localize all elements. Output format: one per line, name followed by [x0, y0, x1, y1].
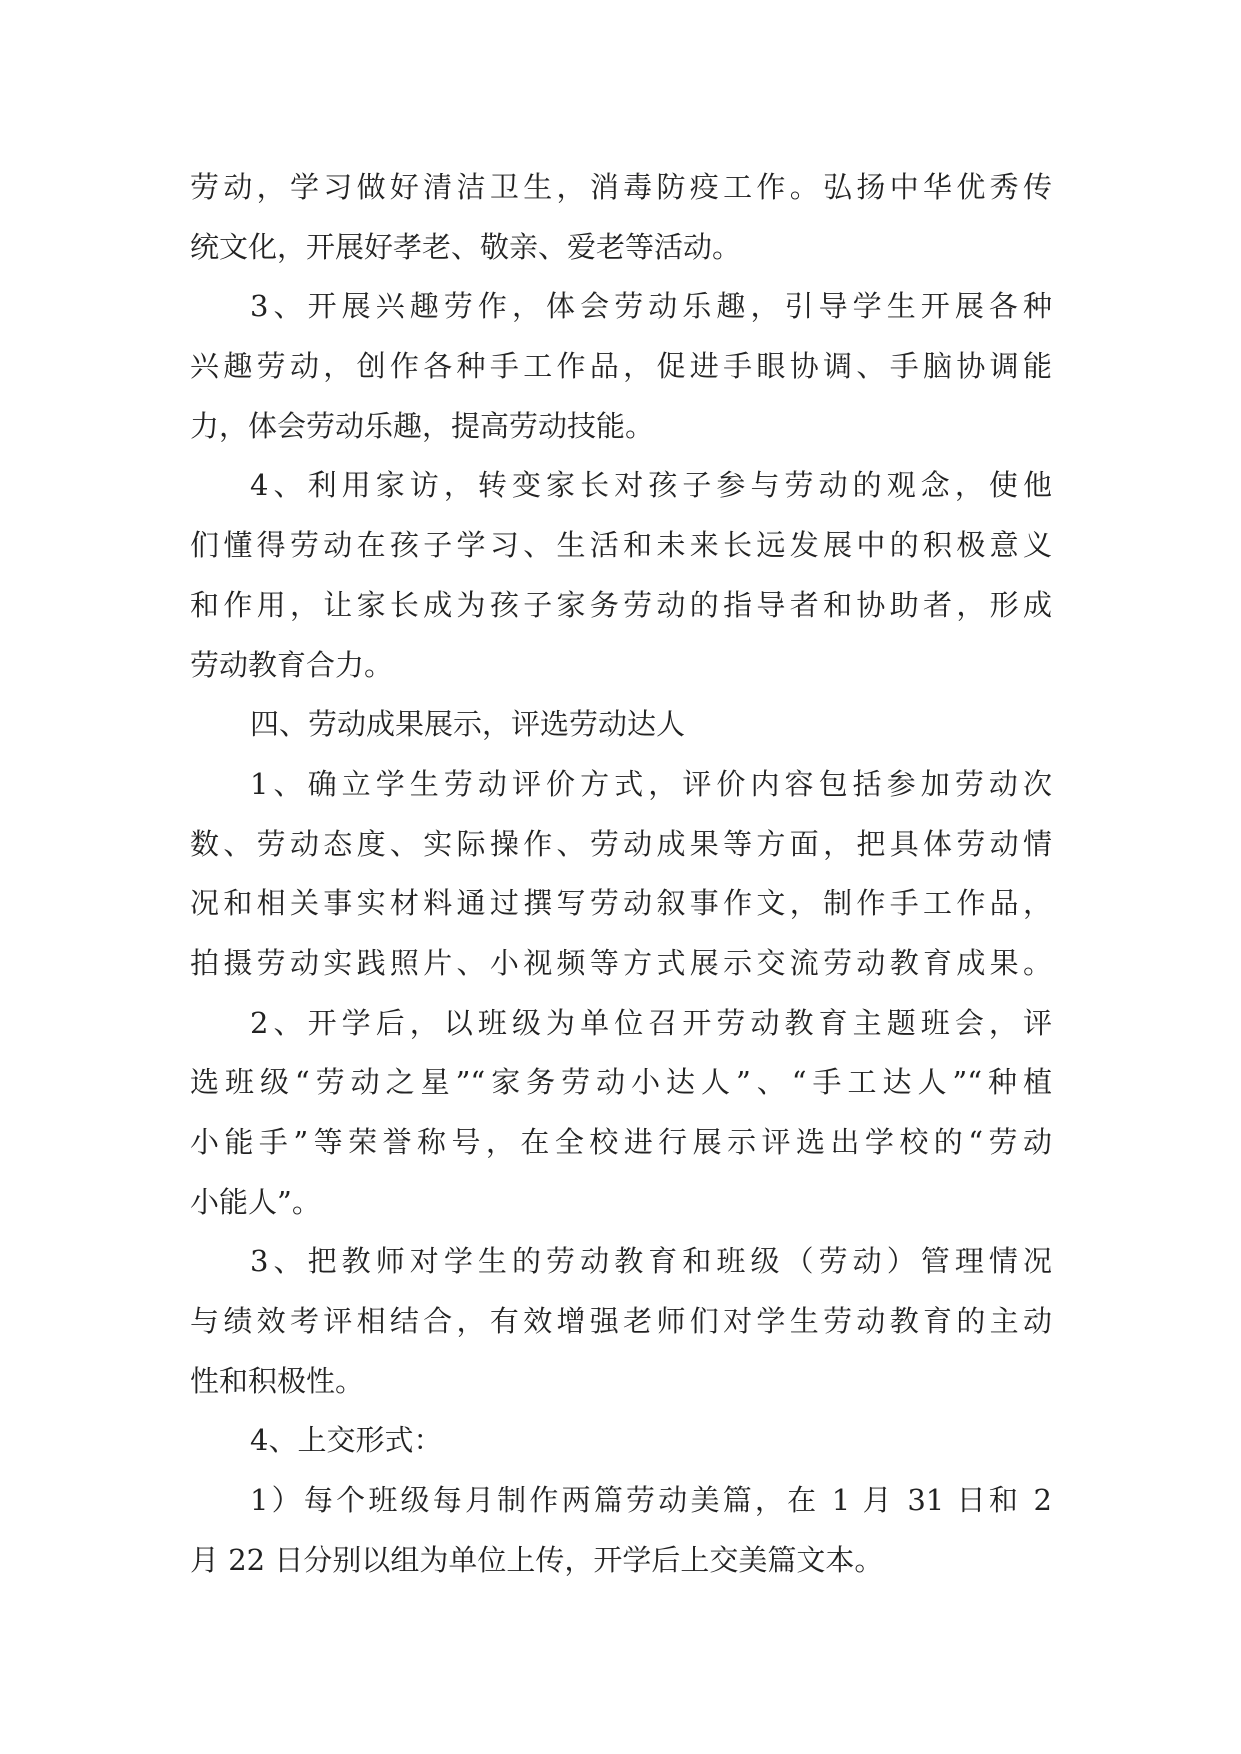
text-line: 1）每个班级每月制作两篇劳动美篇，在 1 月 31 日和 2 [250, 1483, 1052, 1518]
text-line: 兴趣劳动，创作各种手工作品，促进手眼协调、手脑协调能 [190, 349, 1052, 384]
text-line: 小能人”。 [190, 1184, 321, 1219]
text-line: 3、开展兴趣劳作，体会劳动乐趣，引导学生开展各种 [250, 289, 1052, 324]
text-line: 1、确立学生劳动评价方式，评价内容包括参加劳动次 [250, 766, 1052, 801]
text-line: 四、劳动成果展示，评选劳动达人 [250, 707, 686, 742]
document-body [190, 158, 1052, 1591]
text-line: 3、把教师对学生的劳动教育和班级（劳动）管理情况 [250, 1244, 1052, 1279]
text-line: 与绩效考评相结合，有效增强老师们对学生劳动教育的主动 [190, 1304, 1052, 1339]
text-line: 性和积极性。 [190, 1363, 365, 1398]
text-line: 月 22 日分别以组为单位上传，开学后上交美篇文本。 [190, 1542, 884, 1577]
text-line: 4、上交形式： [250, 1423, 443, 1458]
text-line: 劳动教育合力。 [190, 647, 394, 682]
text-line: 4、利用家访，转变家长对孩子参与劳动的观念，使他 [250, 468, 1052, 503]
text-line: 劳动，学习做好清洁卫生，消毒防疫工作。弘扬中华优秀传 [190, 170, 1052, 204]
text-line: 2、开学后，以班级为单位召开劳动教育主题班会，评 [250, 1005, 1052, 1040]
text-line: 选班级“劳动之星”“家务劳动小达人”、“手工达人”“种植 [190, 1065, 1052, 1100]
text-line: 统文化，开展好孝老、敬亲、爱老等活动。 [190, 229, 742, 264]
text-line: 拍摄劳动实践照片、小视频等方式展示交流劳动教育成果。 [190, 945, 1052, 980]
text-line: 和作用，让家长成为孩子家务劳动的指导者和协助者，形成 [190, 587, 1052, 622]
text-line: 小能手”等荣誉称号，在全校进行展示评选出学校的“劳动 [190, 1125, 1052, 1159]
text-line: 数、劳动态度、实际操作、劳动成果等方面，把具体劳动情 [190, 826, 1052, 861]
text-line: 况和相关事实材料通过撰写劳动叙事作文，制作手工作品， [190, 886, 1052, 921]
text-line: 们懂得劳动在孩子学习、生活和未来长远发展中的积极意义 [190, 528, 1052, 563]
text-line: 力，体会劳动乐趣，提高劳动技能。 [190, 408, 655, 443]
